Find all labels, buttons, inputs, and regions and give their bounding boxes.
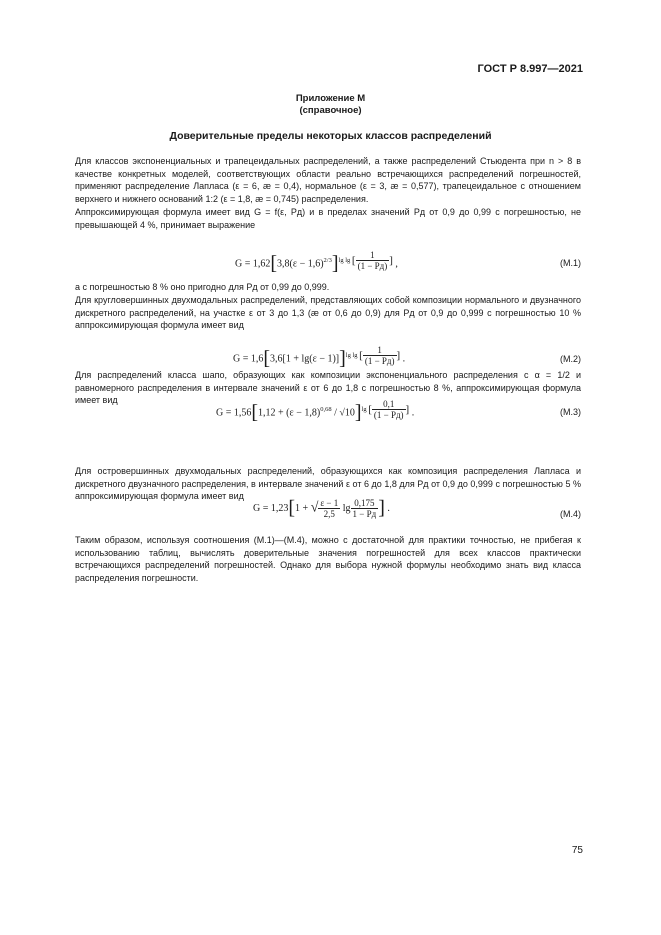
formula-m1: $G = 1,62[3,8(\varepsilon - 1,6)^{2/3}]^{lg lg [ \frac{1}{(1 - Pд)} ]}$ , (М.1) [235, 250, 581, 275]
formula-m1-number: (М.1) [560, 258, 581, 268]
formula-m3: $G = 1,56[1,12 + (\varepsilon - 1,8)^{0,68} / √10]^{lg [ \frac{0,1}{(1 - Pд)} ]}$ . (М.3) [216, 399, 581, 424]
document-code: ГОСТ Р 8.997—2021 [477, 63, 583, 75]
section-heading: Доверительные пределы некоторых классов распределений [169, 130, 492, 142]
paragraph-2: Аппроксимирующая формула имеет вид G = f(ε, Pд) и в пределах значений Pд от 0,9 до 0,99 с погрешностью, не превышающей 4 %, принимает выражение [75, 207, 581, 230]
paragraph-1: Для классов экспоненциальных и трапецеидальных распределений, а также распределений Стьюдента при n > 8 в качестве конкретных моделей, соответствующих области реально встречающихся распределений погрешностей, применяют распределение Лапласа (ε = 6, æ = 0,4), нормальное (ε = 3, æ = 0,577), трапецеидальное с отношением верхнего и нижнего оснований 1:2 (ε = 1,8, æ = 0,745) распределения. [75, 156, 581, 204]
paragraph-3: а с погрешностью 8 % оно пригодно для Pд от 0,99 до 0,999. [75, 282, 330, 292]
appendix-title [0, 93, 661, 117]
appendix-type: (справочное) [299, 105, 362, 116]
formula-m2: $G = 1,6[3,6[1 + \lg(\varepsilon - 1)]]^{lg lg [ \frac{1}{(1 - Pд)} ]}$ . (М.2) [233, 345, 581, 370]
formula-m2-number: (М.2) [560, 354, 581, 364]
paragraph-5: Для распределений класса шапо, образующих как композиции экспоненциального распределения с α = 1/2 и равномерного распределения в интервале значений ε от 6 до 1,8 с погрешностью 8 %, аппроксимирующая формула имеет вид [75, 370, 581, 406]
appendix-label: Приложение М [295, 93, 366, 104]
paragraph-6: Для островершинных двухмодальных распределений, образующихся как композиция распределения Лапласа и дискретного двузначного распределения, в интервале значений ε от 6 до 1,8 для Pд от 0,9 до 0,999 с погрешностью 5 % аппроксимирующая формула имеет вид [75, 466, 581, 502]
page-number: 75 [571, 845, 583, 856]
paragraph-7: Таким образом, используя соотношения (М.1)—(М.4), можно с достаточной для практики точностью, не прибегая к использованию таблиц, вычислять доверительные значения погрешностей для всех классов практически встречающихся распределений погрешностей. Однако для выбора нужной формулы необходимо знать вид класса распределения погрешности. [75, 535, 581, 583]
paragraph-4: Для кругловершинных двухмодальных распределений, представляющих собой композиции нормального и двузначного дискретного распределений, на участке ε от 3 до 1,3 (æ от 0,6 до 0,9) для Pд от 0,9 до 0,999 с погрешностью 10 % аппроксимирующая формула имеет вид [75, 295, 581, 331]
formula-m4: G = 1,23[1 + √ $\frac{\varepsilon - 1}{2,5}$ lg $\frac{0,175}{1 - Pд}$ ] . (М.4) [253, 497, 581, 519]
formula-m4-number: (М.4) [560, 509, 581, 519]
formula-m3-number: (М.3) [560, 407, 581, 417]
